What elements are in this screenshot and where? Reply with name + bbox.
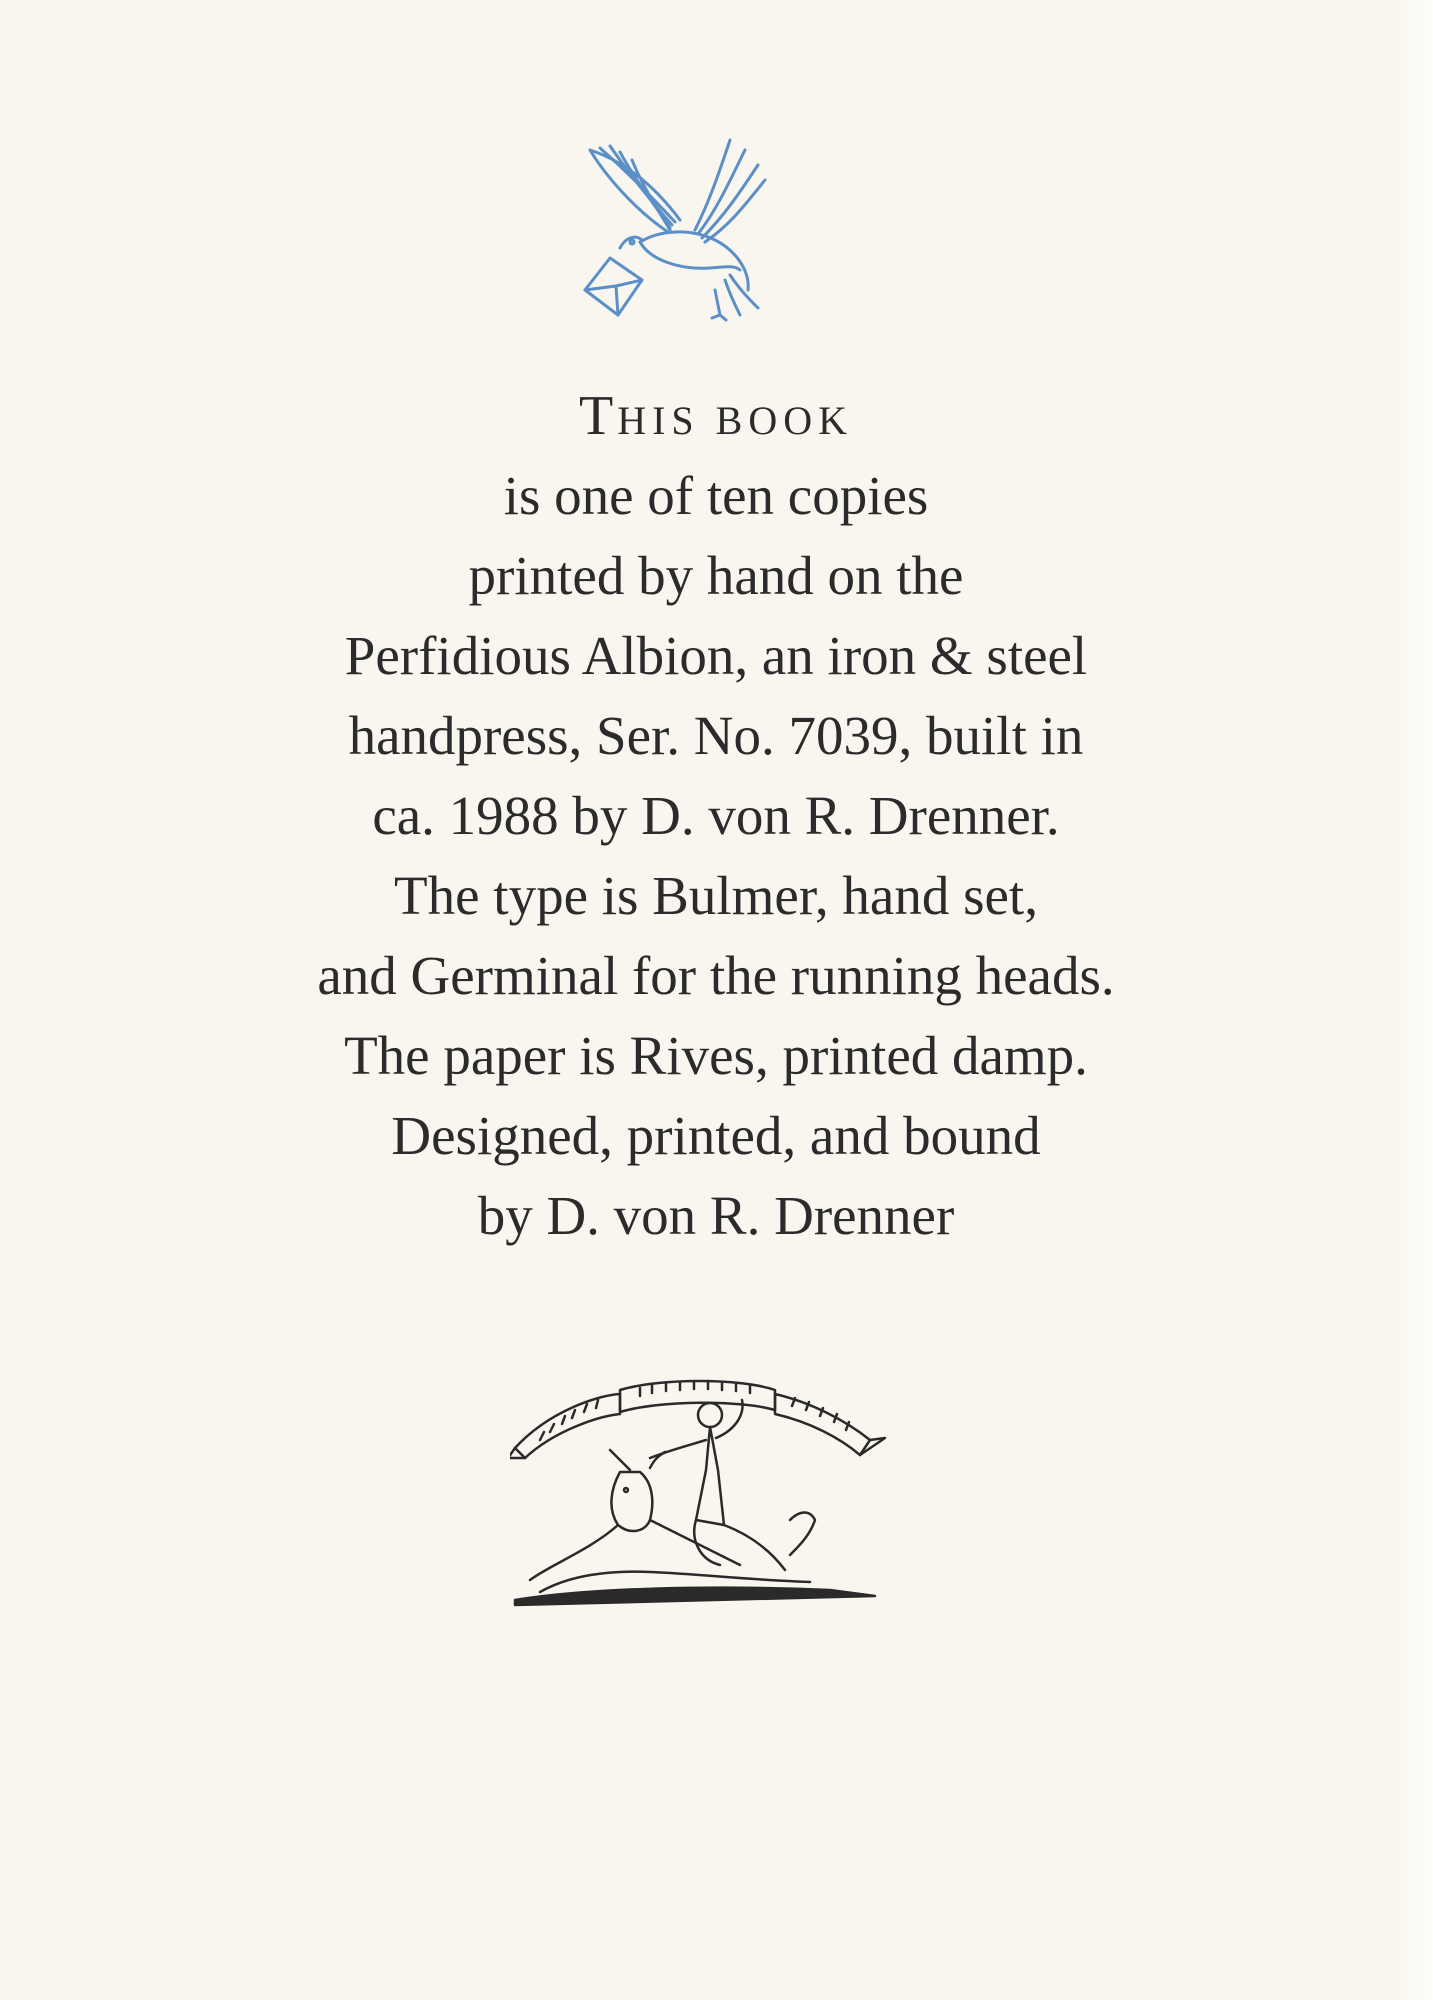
- colophon-line: handpress, Ser. No. 7039, built in: [348, 705, 1084, 766]
- heading-small-caps: HIS BOOK: [617, 398, 853, 443]
- colophon-heading: [216, 376, 1216, 456]
- page-edge: [1393, 0, 1433, 2000]
- colophon-line: Perfidious Albion, an iron & steel: [344, 625, 1088, 686]
- heading-initial: T: [578, 385, 618, 447]
- colophon-lines: [216, 456, 1216, 1256]
- colophon-line: is one of ten copies: [503, 465, 929, 526]
- colophon-line: by D. von R. Drenner: [477, 1185, 955, 1246]
- colophon-line: and Germinal for the running heads.: [317, 945, 1115, 1006]
- dove-with-envelope-icon: [580, 130, 780, 330]
- colophon-line: The type is Bulmer, hand set,: [394, 865, 1038, 926]
- colophon-text: [216, 376, 1216, 1256]
- colophon-line: Designed, printed, and bound: [391, 1105, 1041, 1166]
- colophon-line: The paper is Rives, printed damp.: [344, 1025, 1088, 1086]
- colophon-line: printed by hand on the: [468, 545, 964, 606]
- europa-and-bull-device-icon: [510, 1360, 890, 1620]
- colophon-line: ca. 1988 by D. von R. Drenner.: [372, 785, 1060, 846]
